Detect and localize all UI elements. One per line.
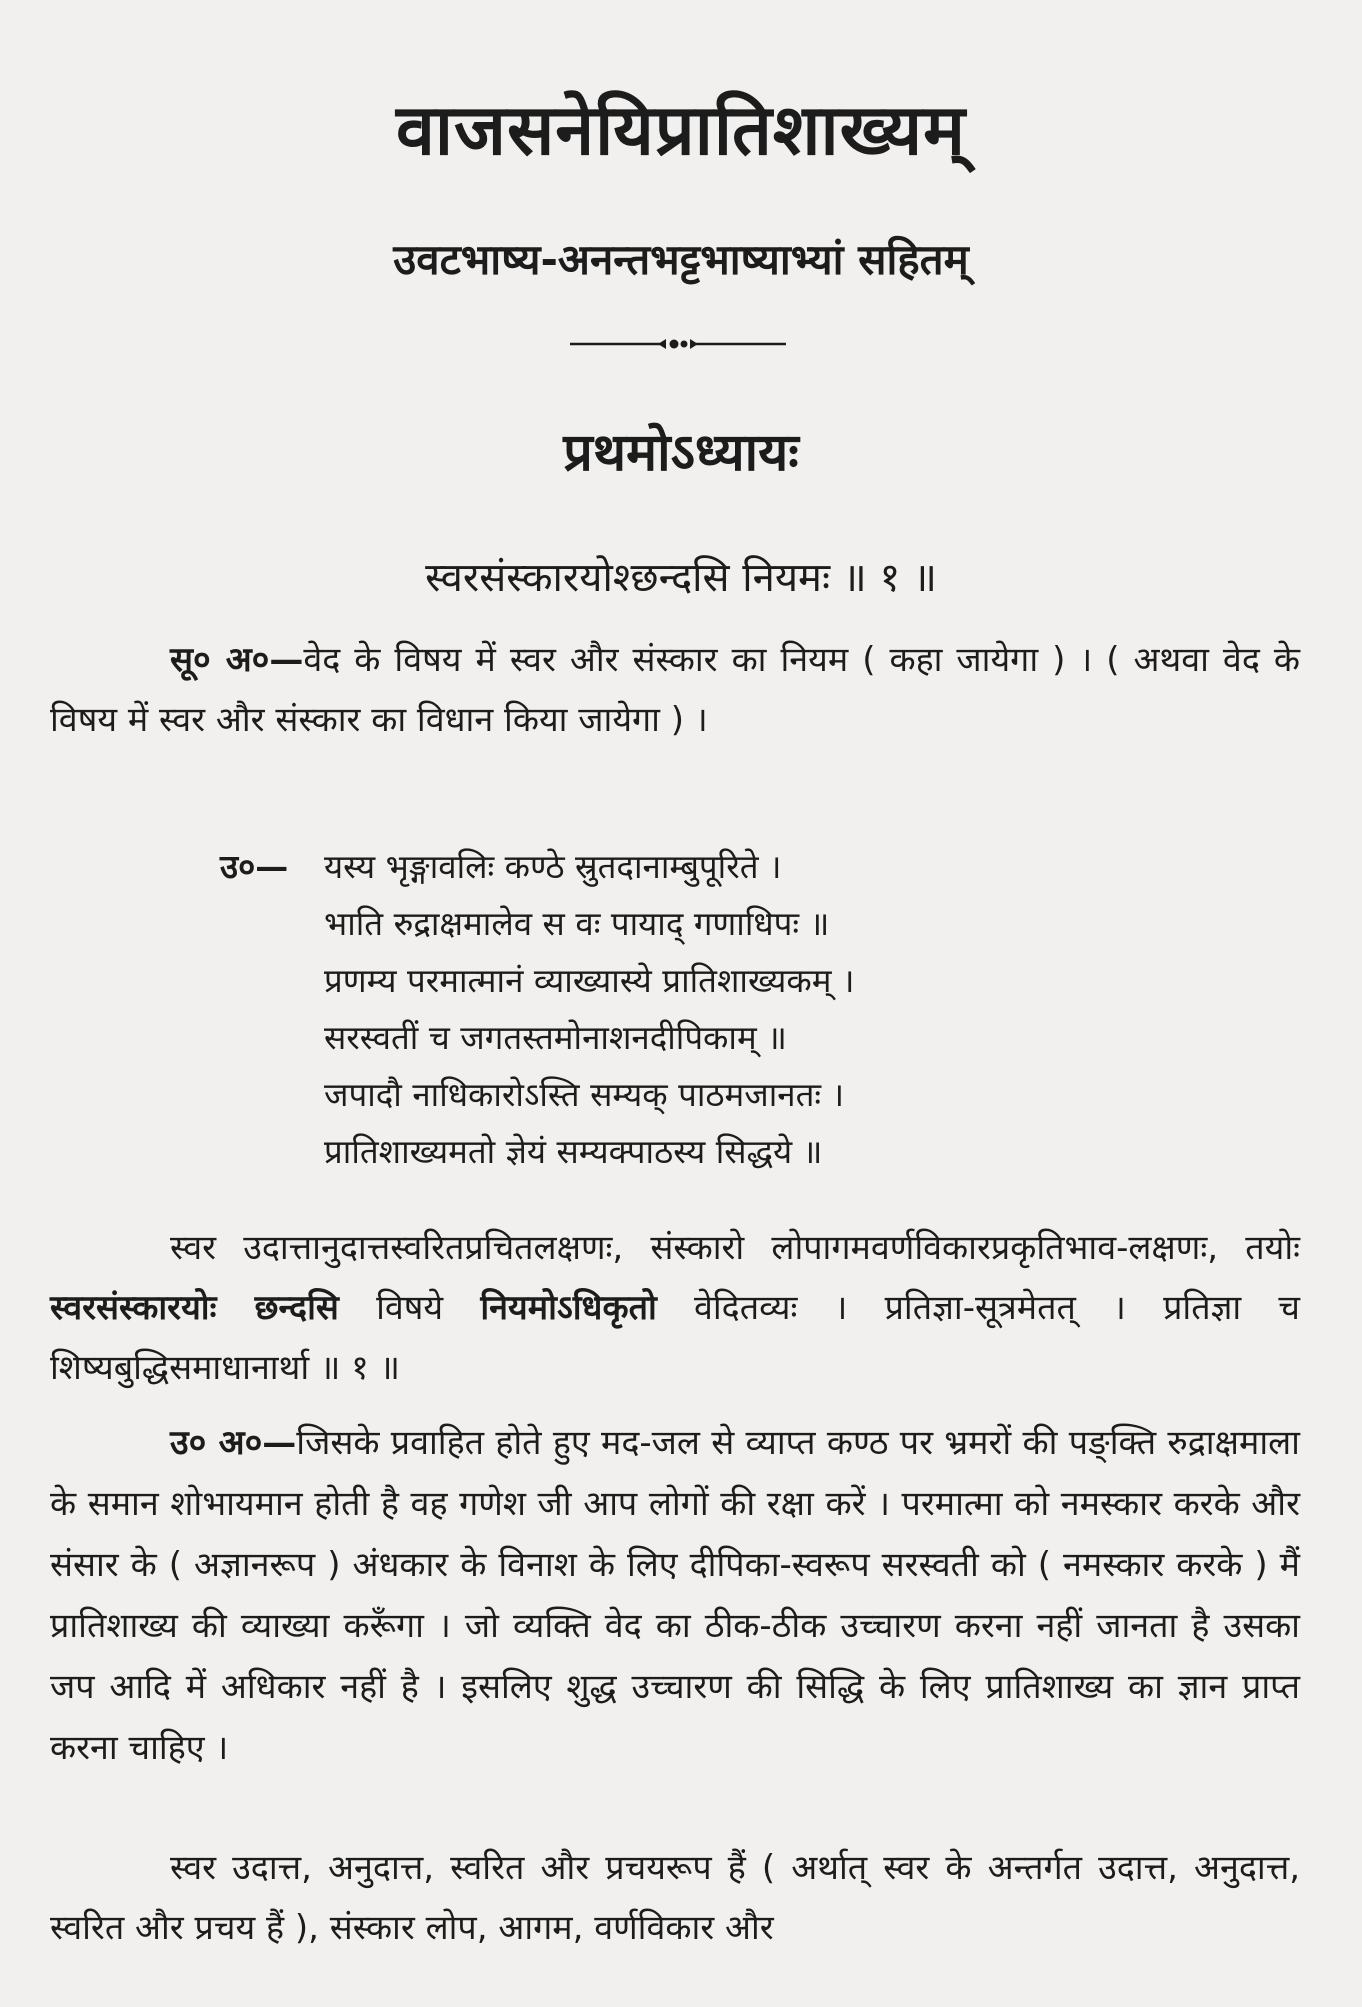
verse-line: प्रातिशाख्यमतो ज्ञेयं सम्यक्पाठस्य सिद्धये ॥ [324, 1132, 823, 1171]
chapter-heading: प्रथमोऽध्यायः [563, 423, 799, 483]
sutra-meaning-label: सू० अ०— [170, 640, 304, 680]
commentary-paragraph: स्वर उदात्तानुदात्तस्वरितप्रचितलक्षणः, संस्कारो लोपागमवर्णविकारप्रकृतिभाव-लक्षणः, तयोः स्वरसंस्कारयोः छन्दसि विषये नियमोऽधिकृतो वेदितव्यः । प्रतिज्ञा-सूत्रमेतत् । प्रतिज्ञा च शिष्यबुद्धिसमाधानार्था ॥ १ ॥ [50, 1228, 1300, 1388]
verse-line: भाति रुद्राक्षमालेव स वः पायाद् गणाधिपः ॥ [324, 904, 830, 943]
verse-line: उ०— यस्य भृङ्गावलिः कण्ठे स्रुतदानाम्बुपूरिते । [220, 838, 855, 895]
ornament-divider [570, 334, 786, 354]
verse-line: सरस्वतीं च जगतस्तमोनाशनदीपिकाम् ॥ [324, 1018, 787, 1057]
uvata-meaning-text: जिसके प्रवाहित होते हुए मद-जल से व्याप्त कण्ठ पर भ्रमरों की पङ्क्ति रुद्राक्षमाला के समान शोभायमान होती है वह गणेश जी आप लोगों की रक्षा करें । परमात्मा को नमस्कार करके और संसार के ( अज्ञानरूप ) अंधकार के विनाश के लिए दीपिका-स्वरूप सरस्वती को ( नमस्कार करके ) मैं प्रातिशाख्य की व्याख्या करूँगा । जो व्यक्ति वेद का ठीक-ठीक उच्चारण करना नहीं जानता है उसका जप आदि में अधिकार नहीं है । इसलिए शुद्ध उच्चारण की सिद्धि के लिए प्रातिशाख्य का ज्ञान प्राप्त करना चाहिए । [50, 1423, 1300, 1768]
uvata-label: उ०— [220, 847, 289, 886]
sutra-meaning-text: वेद के विषय में स्वर और संस्कार का नियम ( कहा जायेगा ) । ( अथवा वेद के विषय में स्वर और संस्कार का विधान किया जायेगा ) । [50, 640, 1300, 740]
commentary-bold-term: स्वरसंस्कारयोः छन्दसि [50, 1288, 339, 1328]
uvata-meaning-label: उ० अ०— [170, 1423, 297, 1463]
verse-line: प्रणम्य परमात्मानं व्याख्यास्ये प्रातिशाख्यकम् । [324, 961, 855, 1000]
commentary-bold-term: नियमोऽधिकृतो [480, 1288, 657, 1328]
uvata-verses [220, 838, 855, 1180]
book-subtitle: उवटभाष्य-अनन्तभट्टभाष्याभ्यां सहितम् [393, 235, 969, 284]
final-paragraph: स्वर उदात्त, अनुदात्त, स्वरित और प्रचयरूप हैं ( अर्थात् स्वर के अन्तर्गत उदात्त, अनुदात्त, स्वरित और प्रचय हैं ), संस्कार लोप, आगम, वर्णविकार और [50, 1848, 1300, 1948]
sutra-line: स्वरसंस्कारयोश्छन्दसि नियमः ॥ १ ॥ [425, 555, 937, 601]
uvata-meaning-paragraph [50, 1413, 1300, 1779]
sutra-meaning-paragraph [50, 630, 1300, 750]
book-title: वाजसनेयिप्रातिशाख्यम् [395, 89, 967, 171]
verse-line: जपादौ नाधिकारोऽस्ति सम्यक् पाठमजानतः । [324, 1075, 845, 1114]
